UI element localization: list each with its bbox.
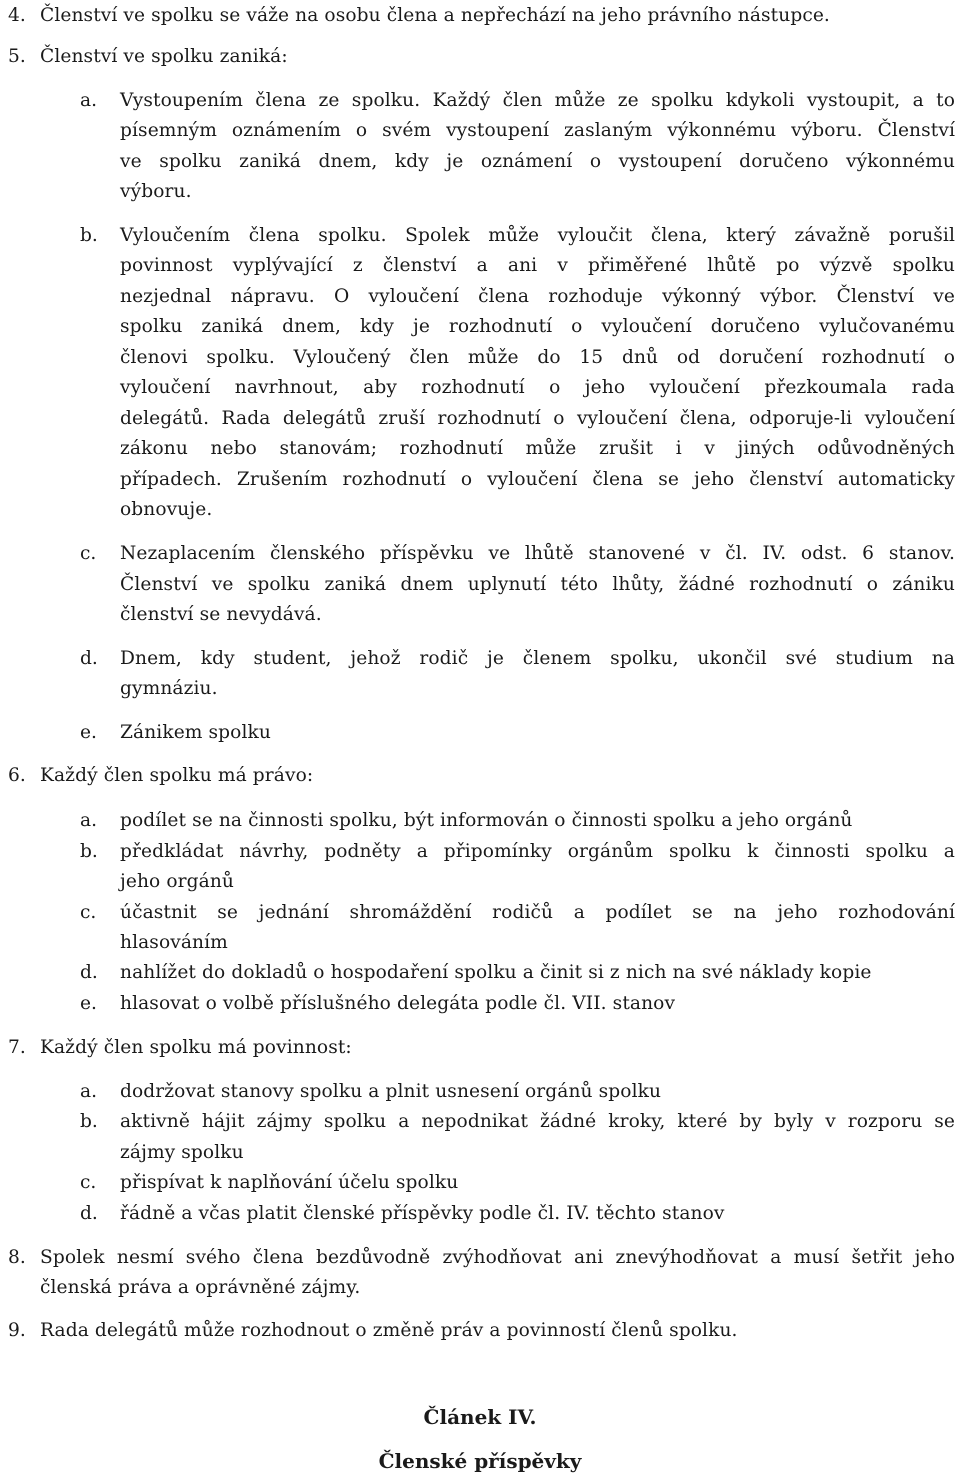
sub-item-text-line: Nezaplacením členského příspěvku ve lhůtě stanovené v čl. IV. odst. 6 stanov.: [120, 543, 955, 564]
sub-item-text-line: případech. Zrušením rozhodnutí o vyloučení člena se jeho členství automaticky: [120, 469, 955, 490]
item-text: Každý člen spolku má povinnost:: [40, 1037, 352, 1058]
sub-item-text-line: účastnit se jednání shromáždění rodičů a podílet se na jeho rozhodování: [120, 902, 955, 923]
sub-item-text-line: gymnáziu.: [120, 678, 218, 699]
item-text: Členství ve spolku se váže na osobu člena a nepřechází na jeho právního nástupce.: [40, 5, 830, 26]
sub-item-text-line: Vystoupením člena ze spolku. Každý člen může ze spolku kdykoli vystoupit, a to: [120, 90, 955, 111]
sub-item-text-line: Zánikem spolku: [120, 722, 271, 743]
article-subtitle: Členské příspěvky: [378, 1449, 582, 1473]
item-text-line: Spolek nesmí svého člena bezdůvodně zvýhodňovat ani znevýhodňovat a musí šetřit jeho: [40, 1247, 955, 1268]
sub-item-letter: c.: [80, 902, 97, 923]
sub-item-text-line: ve spolku zaniká dnem, kdy je oznámení o vystoupení doručeno výkonnému: [120, 151, 955, 172]
sub-item-text-line: zájmy spolku: [120, 1142, 244, 1163]
sub-item-text-line: hlasováním: [120, 932, 228, 953]
sub-item-text-line: nahlížet do dokladů o hospodaření spolku a činit si z nich na své náklady kopie: [120, 962, 872, 983]
sub-item-text-line: delegátů. Rada delegátů zruší rozhodnutí o vyloučení člena, odporuje-li vyloučení: [120, 408, 955, 429]
sub-item-text-line: spolku zaniká dnem, kdy je rozhodnutí o vyloučení doručeno vylučovanému: [120, 316, 955, 337]
item-number: 4.: [8, 5, 26, 26]
sub-item-letter: a.: [80, 810, 97, 831]
sub-item-text-line: písemným oznámením o svém vystoupení zaslaným výkonnému výboru. Členství: [120, 120, 955, 141]
sub-item-text-line: jeho orgánů: [120, 871, 234, 892]
sub-item-text-line: povinnost vyplývající z členství a ani v přiměřené lhůtě po výzvě spolku: [120, 255, 955, 276]
sub-item-text-line: přispívat k naplňování účelu spolku: [120, 1172, 459, 1193]
article-title: Článek IV.: [423, 1405, 537, 1429]
sub-item-letter: c.: [80, 1172, 97, 1193]
sub-item-text-line: výboru.: [120, 181, 192, 202]
sub-item-letter: b.: [80, 225, 98, 246]
item-text-line: členská práva a oprávněné zájmy.: [40, 1277, 361, 1298]
sub-item-letter: d.: [80, 648, 98, 669]
item-text: Členství ve spolku zaniká:: [40, 46, 288, 67]
item-number: 5.: [8, 46, 26, 67]
sub-item-letter: c.: [80, 543, 97, 564]
sub-item-text-line: obnovuje.: [120, 499, 213, 520]
sub-item-letter: a.: [80, 1081, 97, 1102]
sub-item-text-line: hlasovat o volbě příslušného delegáta podle čl. VII. stanov: [120, 993, 676, 1014]
sub-item-letter: e.: [80, 993, 97, 1014]
item-text: Rada delegátů může rozhodnout o změně práv a povinností členů spolku.: [40, 1320, 738, 1341]
item-number: 9.: [8, 1320, 26, 1341]
item-number: 7.: [8, 1037, 26, 1058]
sub-item-letter: d.: [80, 1203, 98, 1224]
sub-item-letter: b.: [80, 841, 98, 862]
sub-item-text-line: aktivně hájit zájmy spolku a nepodnikat žádné kroky, které by byly v rozporu se: [120, 1111, 955, 1132]
sub-item-text-line: Vyloučením člena spolku. Spolek může vyloučit člena, který závažně porušil: [120, 225, 955, 246]
sub-item-text-line: dodržovat stanovy spolku a plnit usnesení orgánů spolku: [120, 1081, 662, 1102]
sub-item-text-line: členovi spolku. Vyloučený člen může do 15 dnů od doručení rozhodnutí o: [120, 347, 955, 368]
sub-item-letter: d.: [80, 962, 98, 983]
sub-item-letter: b.: [80, 1111, 98, 1132]
sub-item-text-line: řádně a včas platit členské příspěvky podle čl. IV. těchto stanov: [120, 1203, 725, 1224]
sub-item-text-line: podílet se na činnosti spolku, být informován o činnosti spolku a jeho orgánů: [120, 810, 853, 831]
sub-item-text-line: nezjednal nápravu. O vyloučení člena rozhoduje výkonný výbor. Členství ve: [120, 286, 955, 307]
item-text: Každý člen spolku má právo:: [40, 765, 314, 786]
sub-item-text-line: vyloučení navrhnout, aby rozhodnutí o jeho vyloučení přezkoumala rada: [120, 377, 955, 398]
item-number: 8.: [8, 1247, 26, 1268]
sub-item-text-line: Dnem, kdy student, jehož rodič je členem spolku, ukončil své studium na: [120, 648, 955, 669]
item-number: 6.: [8, 765, 26, 786]
sub-item-text-line: předkládat návrhy, podněty a připomínky orgánům spolku k činnosti spolku a: [120, 841, 955, 862]
sub-item-letter: e.: [80, 722, 97, 743]
sub-item-letter: a.: [80, 90, 97, 111]
sub-item-text-line: zákonu nebo stanovám; rozhodnutí může zrušit i v jiných odůvodněných: [120, 438, 955, 459]
sub-item-text-line: členství se nevydává.: [120, 604, 322, 625]
sub-item-text-line: Členství ve spolku zaniká dnem uplynutí této lhůty, žádné rozhodnutí o zániku: [120, 574, 955, 595]
